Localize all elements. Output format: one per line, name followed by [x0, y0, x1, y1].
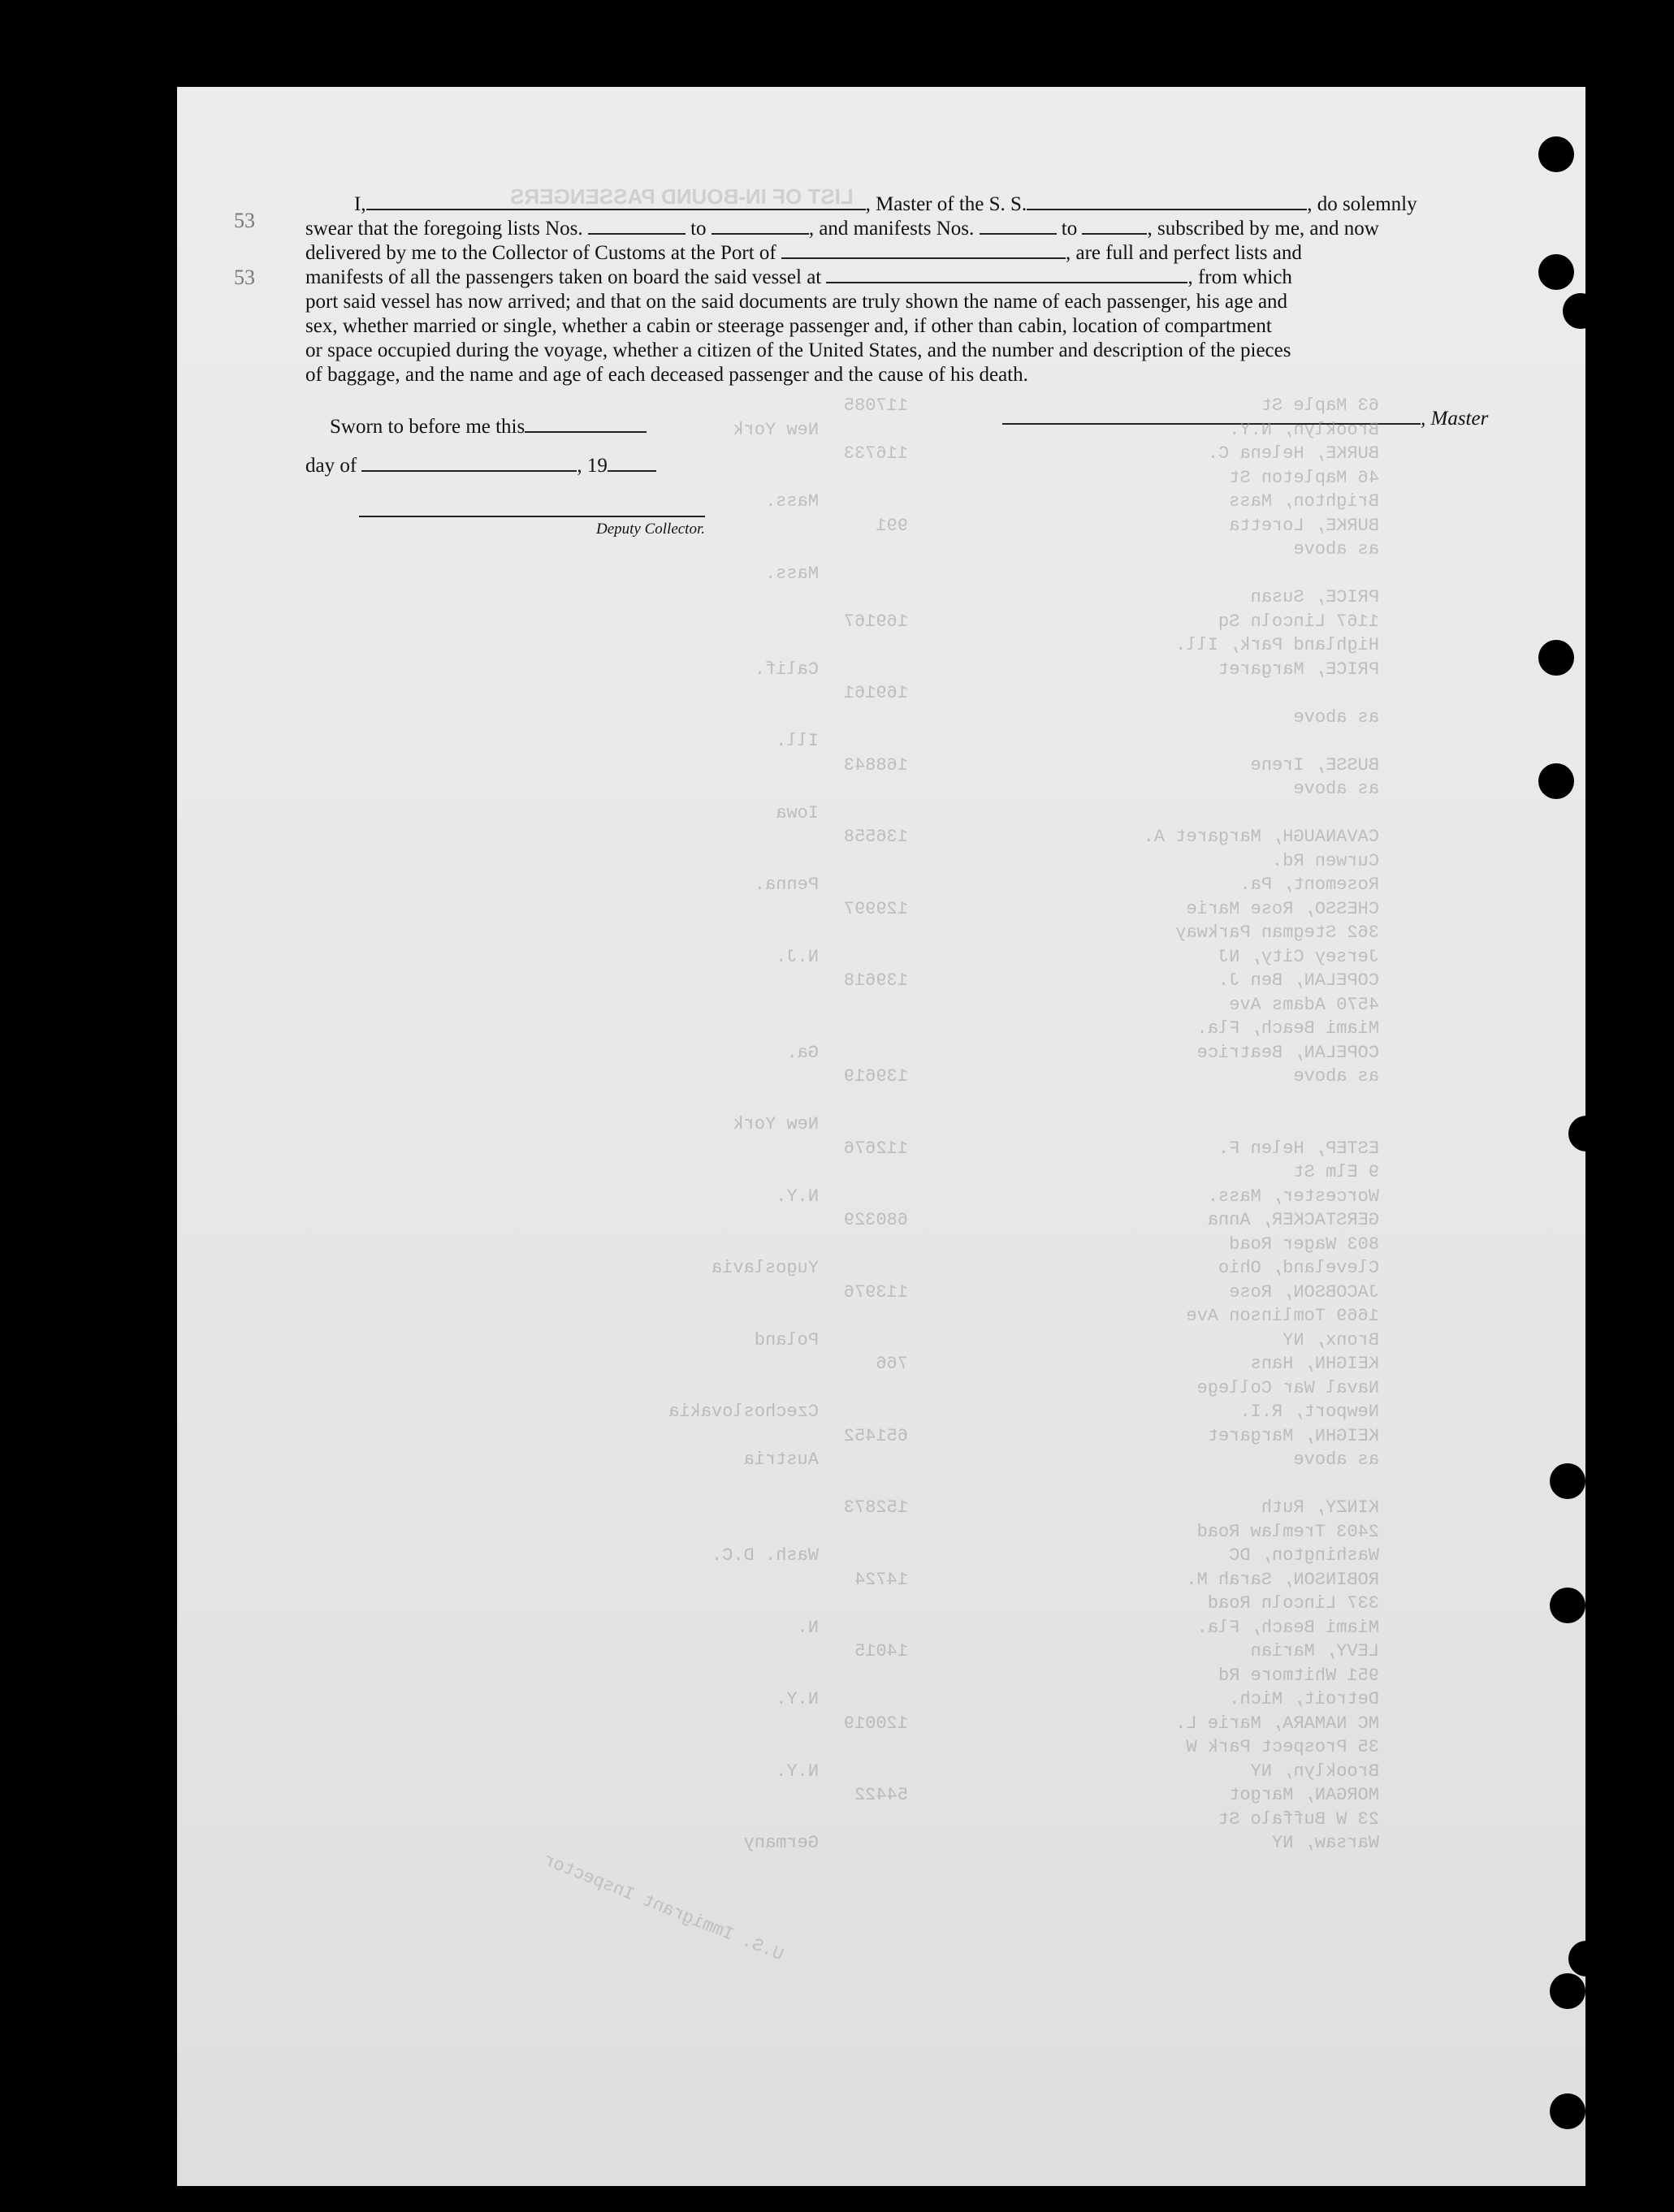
- bleed-through-name: 9 Elm St: [1293, 1162, 1379, 1182]
- bleed-through-name: 337 Lincoln Road: [1207, 1593, 1379, 1614]
- year-blank[interactable]: [608, 454, 656, 472]
- bleed-through-name: 1669 Tomlinson Ave: [1186, 1306, 1379, 1326]
- embarkation-port-blank[interactable]: [826, 266, 1187, 283]
- bleed-through-name: Highland Park, Ill.: [1175, 635, 1379, 655]
- bleed-through-place: New York: [733, 419, 819, 440]
- bleed-through-num: 991: [876, 515, 908, 536]
- oath-line-1: [305, 192, 1507, 217]
- bleed-through-num: 54422: [854, 1785, 908, 1805]
- ship-name-blank[interactable]: [1027, 192, 1307, 210]
- bleed-through-num: 139619: [843, 1066, 908, 1087]
- bleed-through-place: Ill.: [776, 731, 819, 751]
- bleed-through-name: 23 W Buffalo St: [1218, 1808, 1379, 1830]
- bleed-through-name: 35 Prospect Park W: [1186, 1737, 1379, 1757]
- bleed-through-place: N.Y.: [776, 1186, 819, 1207]
- oath-text: , subscribed by me, and now: [1147, 218, 1379, 240]
- bleed-through-name: CHESSO, Rose Marie: [1186, 898, 1379, 919]
- sworn-line: [305, 408, 656, 447]
- bleed-through-name: Brooklyn, N.Y.: [1229, 419, 1379, 440]
- bleed-through-name: 1167 Lincoln Sq: [1218, 611, 1379, 632]
- bleed-through-name: ESTEP, Helen F.: [1218, 1138, 1379, 1159]
- bleed-through-place: Iowa: [776, 802, 819, 823]
- bleed-through-place: Wash. D.C.: [711, 1545, 819, 1566]
- oath-line-8: of baggage, and the name and age of each deceased passenger and the cause of his death.: [305, 364, 1028, 386]
- bleed-through-name: Bronx, NY: [1283, 1329, 1379, 1350]
- oath-line-7: or space occupied during the voyage, whether a citizen of the United States, and the number and description of the pieces: [305, 339, 1291, 361]
- bleed-through-name: Brighton, Mass: [1229, 491, 1379, 512]
- oath-line-3: [305, 241, 1507, 266]
- day-of-label: day of: [305, 455, 357, 477]
- bleed-through-num: 651452: [843, 1425, 908, 1446]
- oath-line-6: sex, whether married or single, whether a cabin or steerage passenger and, if other than cabin, location of compartment: [305, 315, 1272, 337]
- oath-text: to: [1061, 218, 1078, 240]
- port-blank[interactable]: [781, 241, 1066, 259]
- bleed-through-num: 168843: [843, 754, 908, 775]
- bleed-through-name: as above: [1293, 1449, 1379, 1470]
- bleed-through-name: Brooklyn, NY: [1250, 1761, 1379, 1782]
- bleed-through-name: 2403 Tremlaw Road: [1196, 1521, 1379, 1542]
- master-label: , Master: [1421, 408, 1489, 430]
- bleed-through-name: 63 Maple St: [1261, 395, 1379, 416]
- bleed-through-place: N.J.: [776, 946, 819, 967]
- bleed-through-place: Mass.: [764, 563, 819, 584]
- sworn-block: [305, 408, 656, 486]
- punch-hole: [1568, 1116, 1604, 1151]
- bleed-through-name: PRICE, Margaret: [1218, 659, 1379, 680]
- bleed-through-name: BURKE, Helena C.: [1207, 443, 1379, 464]
- bleed-through-name: Cleveland, Ohio: [1218, 1258, 1379, 1278]
- bleed-through-name: as above: [1293, 539, 1379, 559]
- list-from-blank[interactable]: [588, 217, 686, 235]
- bleed-through-name: as above: [1293, 1066, 1379, 1087]
- punch-hole: [1550, 2093, 1585, 2129]
- bleed-through-name: Worcester, Mass.: [1207, 1186, 1379, 1207]
- manifest-page: [177, 87, 1585, 2186]
- deputy-collector-label: Deputy Collector.: [595, 521, 705, 538]
- bleed-through-place: N.: [797, 1617, 819, 1638]
- margin-number: 53: [234, 266, 255, 289]
- bleed-through-place: Germany: [743, 1833, 819, 1853]
- bleed-through-num: 139618: [843, 970, 908, 991]
- margin-number: 53: [234, 209, 255, 232]
- bleed-through-name: MC NAMARA, Marie L.: [1175, 1713, 1379, 1734]
- oath-text: swear that the foregoing lists Nos.: [305, 218, 583, 240]
- day-of-line: [305, 447, 656, 486]
- bleed-through-name: MORGAN, Margot: [1229, 1785, 1379, 1805]
- bleed-through-name: BURKE, Loretta: [1229, 515, 1379, 536]
- punch-hole: [1550, 1973, 1585, 2009]
- oath-text: , and manifests Nos.: [808, 218, 975, 240]
- bleed-through-name: BUSSE, Irene: [1250, 754, 1379, 775]
- bleed-through-num: 766: [876, 1354, 908, 1374]
- bleed-through-place: Czechoslovakia: [668, 1402, 819, 1422]
- bleed-through-name: KEIGHN, Hans: [1250, 1354, 1379, 1374]
- bleed-through-place: Mass.: [764, 491, 819, 512]
- oath-text: to: [690, 218, 707, 240]
- deputy-collector-signature: [359, 516, 705, 538]
- bleed-through-name: LEVY, Marian: [1250, 1641, 1379, 1661]
- bleed-through-num: 152873: [843, 1497, 908, 1518]
- bleed-through-num: 136558: [843, 827, 908, 847]
- bleed-through-place: Ga.: [786, 1042, 819, 1063]
- bleed-through-place: N.Y.: [776, 1689, 819, 1709]
- punch-hole: [1550, 1463, 1585, 1499]
- bleed-through-name: KEIGHN, Margaret: [1207, 1425, 1379, 1446]
- bleed-through-name: 46 Mapleton St: [1229, 467, 1379, 488]
- bleed-through-num: 120019: [843, 1713, 908, 1734]
- bleed-through-name: 362 Stegman Parkway: [1175, 922, 1379, 943]
- bleed-through-name: COPELAN, Beatrice: [1196, 1042, 1379, 1063]
- bleed-through-name: 951 Whitmore Rd: [1218, 1665, 1379, 1686]
- bleed-through-name: PRICE, Susan: [1250, 587, 1379, 607]
- bleed-through-name: JACOBSON, Rose: [1229, 1281, 1379, 1303]
- bleed-through-num: 117085: [843, 395, 908, 416]
- oath-text: , Master of the S. S.: [865, 193, 1027, 215]
- bleed-through-name: Detroit, Mich.: [1229, 1689, 1379, 1709]
- oath-text: , from which: [1187, 266, 1292, 288]
- bleed-through-place: Penna.: [754, 875, 819, 895]
- bleed-through-place: Calif.: [754, 659, 819, 680]
- punch-hole: [1538, 640, 1574, 676]
- bleed-through-name: as above: [1293, 779, 1379, 799]
- bleed-through-place: New York: [733, 1114, 819, 1134]
- bleed-through-name: Washington, DC: [1229, 1545, 1379, 1566]
- bleed-through-name: ROBINSON, Sarah M.: [1186, 1569, 1379, 1590]
- oath-text: , are full and perfect lists and: [1066, 242, 1302, 264]
- bleed-through-name: Miami Beach, Fla.: [1196, 1617, 1379, 1638]
- manifest-to-blank[interactable]: [1082, 217, 1147, 235]
- punch-hole: [1563, 293, 1598, 329]
- bleed-through-name: KINZY, Ruth: [1261, 1497, 1379, 1518]
- punch-hole: [1538, 254, 1574, 290]
- punch-hole: [1568, 1941, 1604, 1977]
- bleed-through-name: 4570 Adams Ave: [1229, 994, 1379, 1015]
- oath-line-2: [305, 217, 1507, 241]
- bleed-through-name: GERSTACKER, Anna: [1207, 1210, 1379, 1230]
- manifest-from-blank[interactable]: [980, 217, 1057, 235]
- bleed-through-place: N.Y.: [776, 1761, 819, 1782]
- bleed-through-num: 680329: [843, 1210, 908, 1230]
- oath-text: delivered by me to the Collector of Customs at the Port of: [305, 242, 776, 264]
- bleed-through-header-stamp: LIST OF IN-BOUND PASSENGERS: [510, 184, 854, 209]
- bleed-through-num: 116733: [843, 443, 908, 464]
- bleed-through-name: Miami Beach, Fla.: [1196, 1018, 1379, 1039]
- list-to-blank[interactable]: [712, 217, 809, 235]
- oath-paragraph: [305, 192, 1507, 387]
- punch-hole: [1538, 136, 1574, 172]
- sworn-label: Sworn to before me this: [330, 416, 526, 438]
- oath-line-5: port said vessel has now arrived; and that on the said documents are truly shown the name of each passenger, his age and: [305, 291, 1288, 313]
- punch-hole: [1538, 763, 1574, 799]
- bleed-through-name: COPELAN, Ben J.: [1218, 970, 1379, 991]
- bleed-through-name: Warsaw, NY: [1271, 1833, 1379, 1853]
- bleed-through-name: CAVANAUGH, Margaret A.: [1143, 827, 1379, 847]
- bleed-through-place: Austria: [743, 1449, 819, 1470]
- master-name-blank[interactable]: [366, 192, 866, 210]
- bleed-through-num: 14015: [854, 1641, 908, 1661]
- bleed-through-name: Rosemont, Pa.: [1239, 875, 1379, 895]
- oath-text: I,: [354, 193, 366, 215]
- bleed-through-inspector-stamp: U.S. Immigrant Inspector: [539, 1850, 787, 1966]
- oath-line-4: [305, 266, 1507, 290]
- oath-text: , do solemnly: [1307, 193, 1417, 215]
- month-blank[interactable]: [361, 454, 577, 472]
- bleed-through-name: 803 Wager Road: [1229, 1233, 1379, 1255]
- bleed-through-name: Curwen Rd.: [1271, 850, 1379, 871]
- bleed-through-place: Poland: [754, 1329, 819, 1350]
- year-label: , 19: [577, 455, 608, 477]
- bleed-through-name: Naval War College: [1196, 1377, 1379, 1398]
- bleed-through-num: 129997: [843, 898, 908, 919]
- sworn-day-blank[interactable]: [525, 415, 647, 433]
- punch-hole: [1550, 1588, 1585, 1623]
- bleed-through-name: Jersey City, NJ: [1218, 946, 1379, 967]
- bleed-through-name: as above: [1293, 706, 1379, 728]
- bleed-through-num: 169161: [843, 683, 908, 703]
- bleed-through-num: 112676: [843, 1138, 908, 1159]
- bleed-through-name: Newport, R.I.: [1239, 1402, 1379, 1422]
- bleed-through-num: 169167: [843, 611, 908, 632]
- oath-text: manifests of all the passengers taken on board the said vessel at: [305, 266, 822, 288]
- bleed-through-num: 113976: [843, 1281, 908, 1303]
- bleed-through-num: 14724: [854, 1569, 908, 1590]
- bleed-through-place: Yugoslavia: [711, 1258, 819, 1278]
